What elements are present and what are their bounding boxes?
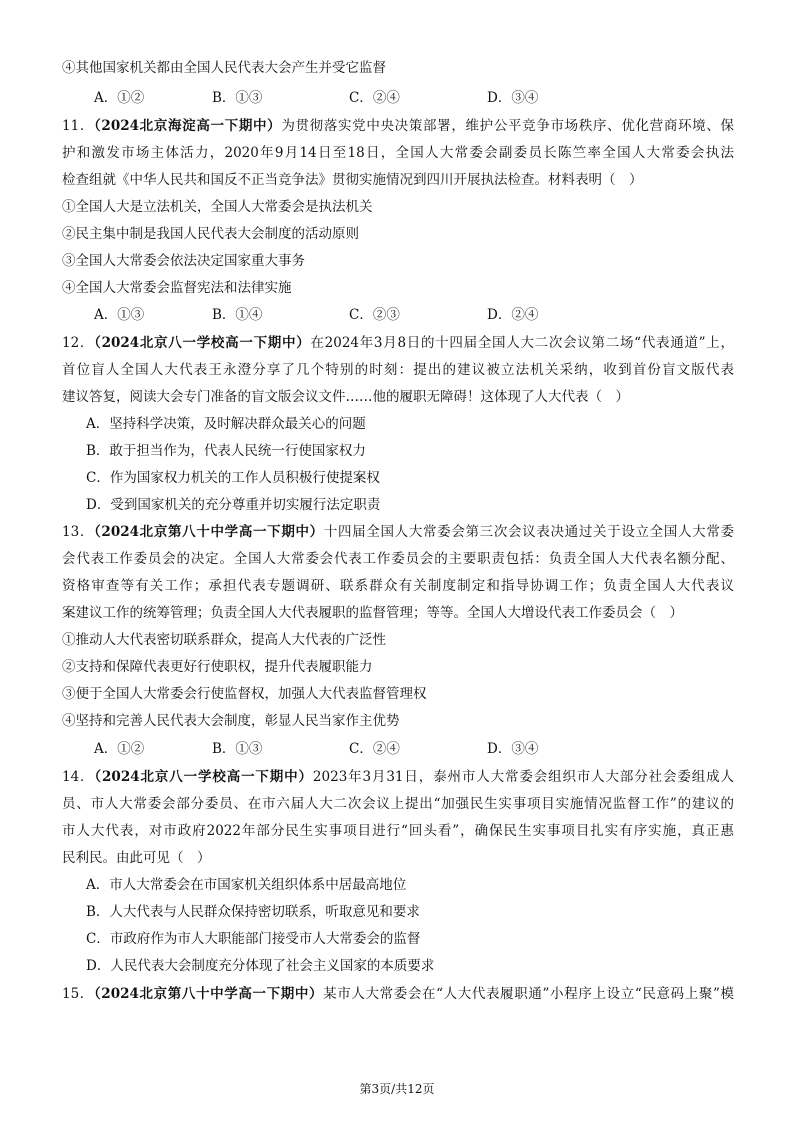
question-stem-line: 护和激发市场主体活力，2020年9月14日至18日，全国人大常委会副委员长陈竺率全国人大常委会执法 [62, 145, 734, 161]
option-b: B．敢于担当作为，代表人民统一行使国家权力 [86, 443, 366, 459]
statement-2: ②民主集中制是我国人民代表大会制度的活动原则 [62, 226, 359, 242]
question-text: 2023年3月31日，泰州市人大常委会组织市人大部分社会委组成人 [312, 769, 735, 785]
question-stem-line [62, 767, 734, 787]
statement-4: ④全国人大常委会监督宪法和法律实施 [62, 280, 292, 296]
question-number: 14． [62, 769, 95, 785]
statement-1: ①推动人大代表密切联系群众，提高人大代表的广泛性 [62, 632, 386, 648]
choice-c: C．②④ [349, 741, 400, 757]
choice-a: A．①③ [94, 307, 145, 323]
question-stem-line: 检查组就《中华人民共和国反不正当竞争法》贯彻实施情况到四川开展执法检查。材料表明（ ） [62, 172, 643, 188]
question-number: 15． [62, 986, 94, 1002]
question-number: 11． [62, 118, 95, 134]
option-b: B．人大代表与人民群众保持密切联系，听取意见和要求 [86, 904, 420, 920]
statement-3: ③便于全国人大常委会行使监督权，加强人大代表监督管理权 [62, 686, 427, 702]
question-stem-line [62, 333, 734, 353]
question-source: （2024北京第八十中学高一下期中） [93, 986, 324, 1002]
choice-b: B．①③ [212, 741, 263, 757]
statement-1: ①全国人大是立法机关，全国人大常委会是执法机关 [62, 199, 373, 215]
question-stem-line: 案建议工作的统筹管理；负责全国人大代表履职的监督管理；等等。全国人大增设代表工作委员会（ ） [62, 605, 683, 621]
question-stem-line [62, 116, 734, 136]
page-number-footer: 第3页/共12页 [359, 1082, 435, 1096]
question-text: 某市人大常委会在“人大代表履职通”小程序上设立“民意码上聚”模 [323, 986, 734, 1002]
question-stem-line [62, 522, 734, 542]
option-c: C．作为国家权力机关的工作人员积极行使提案权 [86, 470, 380, 486]
question-stem-line: 市人大代表，对市政府2022年部分民生实事项目进行“回头看”，确保民生实事项目扎实有序实施，真正惠 [62, 823, 734, 839]
choice-c: C．②④ [349, 90, 400, 106]
question-stem-line: 资格审查等有关工作；承担代表专题调研、联系群众有关制度制定和指导协调工作；负责全国人大代表议 [62, 578, 734, 594]
question-source: （2024北京第八十中学高一下期中） [94, 524, 324, 540]
question-stem-line: 建议答复，阅读大会专门准备的盲文版会议文件……他的履职无障碍！这体现了人大代表（ ） [62, 389, 629, 405]
option-d: D．受到国家机关的充分尊重并切实履行法定职责 [86, 497, 381, 513]
question-stem-line: 会代表工作委员会的决定。全国人大常委会代表工作委员会的主要职责包括：负责全国人大代表名额分配、 [62, 551, 734, 567]
option-a: A．市人大常委会在市国家机关组织体系中居最高地位 [86, 877, 407, 893]
statement-4: ④坚持和完善人民代表大会制度，彰显人民当家作主优势 [62, 713, 400, 729]
question-source: （2024北京海淀高一下期中） [94, 118, 282, 134]
choice-d: D．②④ [487, 307, 539, 323]
choice-b: B．①③ [212, 90, 263, 106]
question-stem-line [62, 984, 734, 1004]
choice-d: D．③④ [487, 741, 539, 757]
choice-d: D．③④ [487, 90, 539, 106]
statement-2: ②支持和保障代表更好行使职权，提升代表履职能力 [62, 659, 373, 675]
question-stem-line: 员、市人大常委会部分委员、在市六届人大二次会议上提出“加强民生实事项目实施情况监督工作”的建议的 [62, 796, 734, 812]
statement-4: ④其他国家机关都由全国人民代表大会产生并受它监督 [62, 60, 386, 76]
question-text: 在2024年3月8日的十四届全国人大二次会议第二场“代表通道”上， [310, 335, 734, 351]
question-number: 12． [62, 335, 95, 351]
choice-a: A．①② [94, 90, 145, 106]
question-number: 13． [62, 524, 95, 540]
choice-c: C．②③ [349, 307, 400, 323]
question-text: 十四届全国人大常委会第三次会议表决通过关于设立全国人大常委 [323, 524, 735, 540]
question-source: （2024北京八一学校高一下期中） [94, 335, 311, 351]
option-a: A．坚持科学决策，及时解决群众最关心的问题 [86, 416, 366, 432]
option-d: D．人民代表大会制度充分体现了社会主义国家的本质要求 [86, 958, 435, 974]
question-source: （2024北京八一学校高一下期中） [94, 769, 313, 785]
question-text: 为贯彻落实党中央决策部署，维护公平竞争市场秩序、优化营商环境、保 [281, 118, 734, 134]
option-c: C．市政府作为市人大职能部门接受市人大常委会的监督 [86, 931, 421, 947]
question-stem-line: 首位盲人全国人大代表王永澄分享了几个特别的时刻：提出的建议被立法机关采纳，收到首份盲文版代表 [62, 362, 734, 378]
question-stem-line: 民利民。由此可见（ ） [62, 850, 211, 866]
choice-b: B．①④ [212, 307, 263, 323]
choice-a: A．①② [94, 741, 145, 757]
statement-3: ③全国人大常委会依法决定国家重大事务 [62, 253, 305, 269]
